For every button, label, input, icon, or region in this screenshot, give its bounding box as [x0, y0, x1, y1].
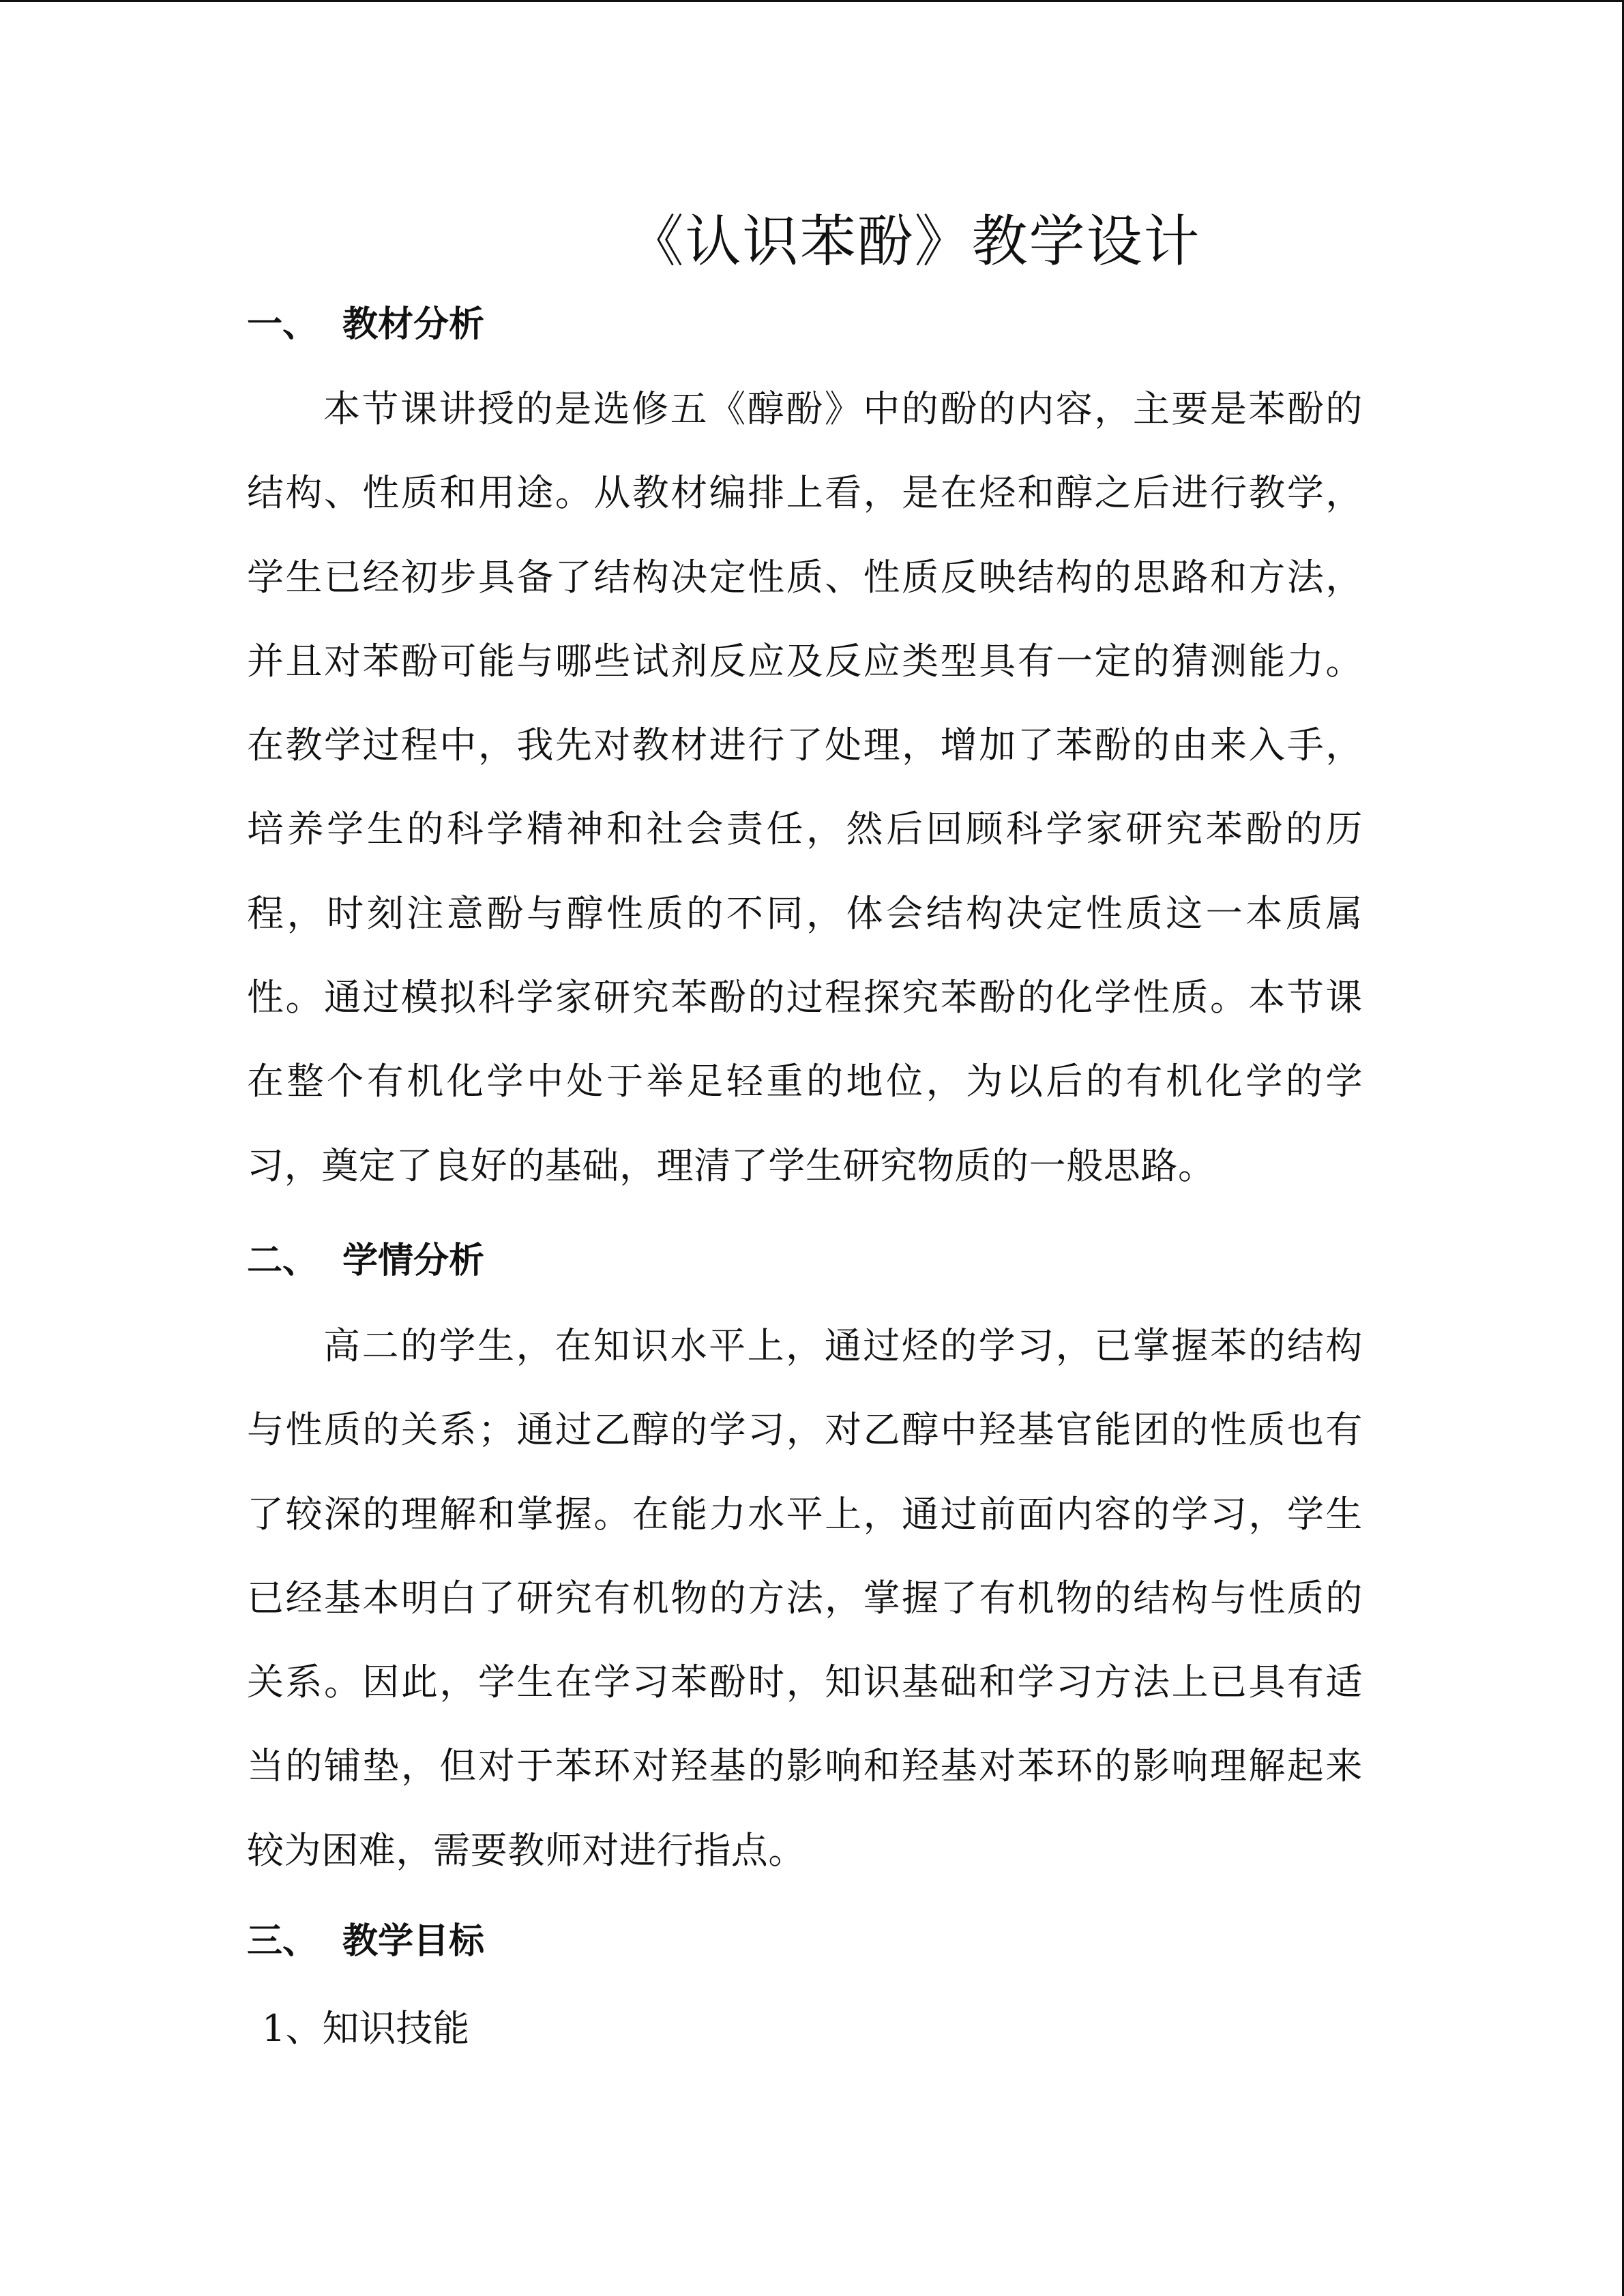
- section-heading-students: [247, 1237, 484, 1285]
- document-title: 《认识苯酚》教学设计: [628, 209, 1201, 274]
- section-number: 一、: [247, 304, 319, 345]
- section-heading-objectives: [247, 1918, 484, 1965]
- section-paragraph-materials: 本节课讲授的是选修五《醇酚》中的酚的内容，主要是苯酚的结构、性质和用途。从教材编排上看，是在烃和醇之后进行教学，学生已经初步具备了结构决定性质、性质反映结构的思路和方法，并且对苯酚可能与哪些试剂反应及反应类型具有一定的猜测能力。在教学过程中，我先对教材进行了处理，增加了苯酚的由来入手，培养学生的科学精神和社会责任，然后回顾科学家研究苯酚的历程，时刻注意酚与醇性质的不同，体会结构决定性质这一本质属性。通过模拟科学家研究苯酚的过程探究苯酚的化学性质。本节课在整个有机化学中处于举足轻重的地位，为以后的有机化学的学习，奠定了良好的基础，理清了学生研究物质的一般思路。: [247, 387, 1363, 1187]
- section-title: 教学目标: [342, 1921, 485, 1962]
- section-number: 二、: [247, 1240, 319, 1281]
- section-paragraph-students: 高二的学生，在知识水平上，通过烃的学习，已掌握苯的结构与性质的关系；通过乙醇的学习，对乙醇中羟基官能团的性质也有了较深的理解和掌握。在能力水平上，通过前面内容的学习，学生已经基本明白了研究有机物的方法，掌握了有机物的结构与性质的关系。因此，学生在学习苯酚时，知识基础和学习方法上已具有适当的铺垫，但对于苯环对羟基的影响和羟基对苯环的影响理解起来较为困难，需要教师对进行指点。: [247, 1324, 1363, 1872]
- section-title: 学情分析: [342, 1240, 485, 1281]
- section-number: 三、: [247, 1921, 319, 1962]
- section-heading-materials: [247, 301, 484, 348]
- section-title: 教材分析: [342, 304, 485, 345]
- subsection-knowledge-skills: 1、知识技能: [262, 2007, 470, 2050]
